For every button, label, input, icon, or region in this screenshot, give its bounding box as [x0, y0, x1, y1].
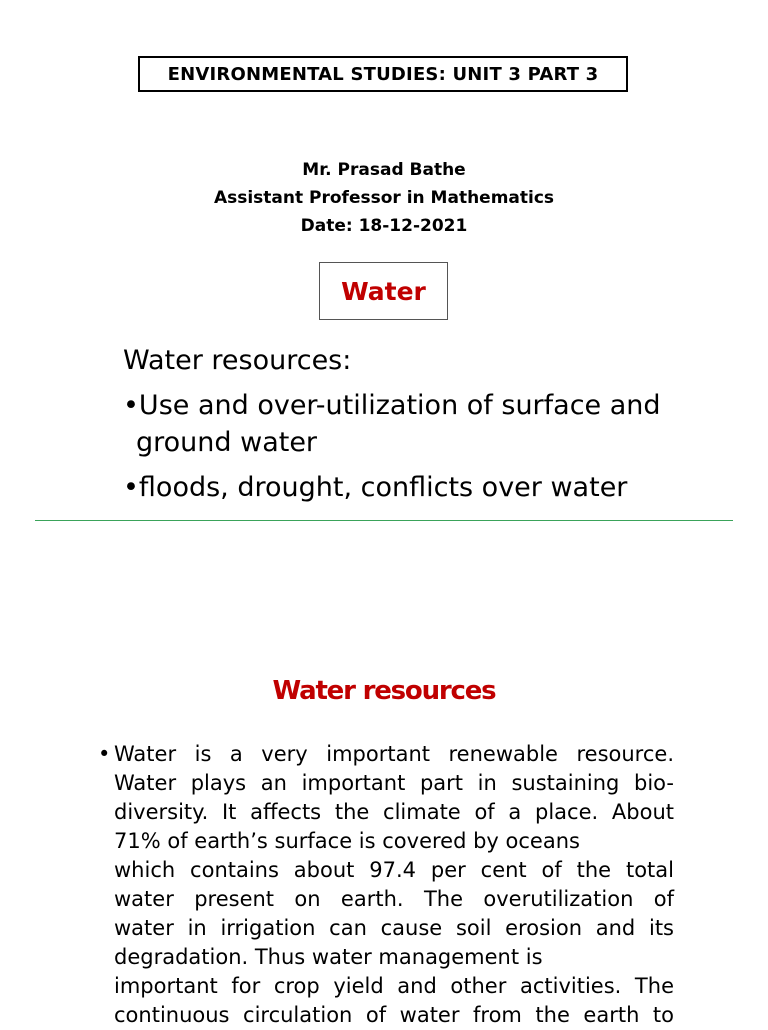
water-resources-paragraph: [98, 740, 674, 1030]
paragraph-line: water in irrigation can cause soil erosion and its: [114, 916, 674, 940]
paragraph-line: Water plays an important part in sustaining bio-: [114, 771, 674, 795]
author-position: Assistant Professor in Mathematics: [213, 188, 555, 208]
paragraph-line: 71% of earth’s surface is covered by oceans: [114, 829, 580, 853]
page-divider: [35, 520, 733, 521]
paragraph-line: which contains about 97.4 per cent of the total: [114, 858, 674, 882]
resources-heading: Water resources:: [123, 345, 352, 376]
resources-list: [123, 342, 723, 514]
paragraph-line: Water is a very important renewable resource.: [114, 742, 674, 766]
paragraph-line: continuous circulation of water from the earth to: [114, 1003, 674, 1027]
unit-title-box: [138, 56, 628, 92]
bullet-icon: •: [98, 742, 111, 766]
lecture-date: Date: 18-12-2021: [300, 216, 468, 236]
unit-title: ENVIRONMENTAL STUDIES: UNIT 3 PART 3: [167, 63, 599, 85]
slide-2-title: Water resources: [272, 676, 496, 706]
author-info: [0, 156, 768, 240]
topic-title: Water: [341, 276, 426, 306]
topic-box: [319, 262, 448, 320]
paragraph-line: diversity. It affects the climate of a place. About: [114, 800, 674, 824]
author-name: Mr. Prasad Bathe: [302, 160, 466, 180]
paragraph-line: degradation. Thus water management is: [114, 945, 543, 969]
resources-bullet: •Use and over-utilization of surface and ground water: [123, 390, 661, 458]
resources-bullet: •floods, drought, conflicts over water: [123, 472, 628, 503]
paragraph-line: water present on earth. The overutilization of: [114, 887, 674, 911]
paragraph-line: important for crop yield and other activities. The: [114, 974, 674, 998]
